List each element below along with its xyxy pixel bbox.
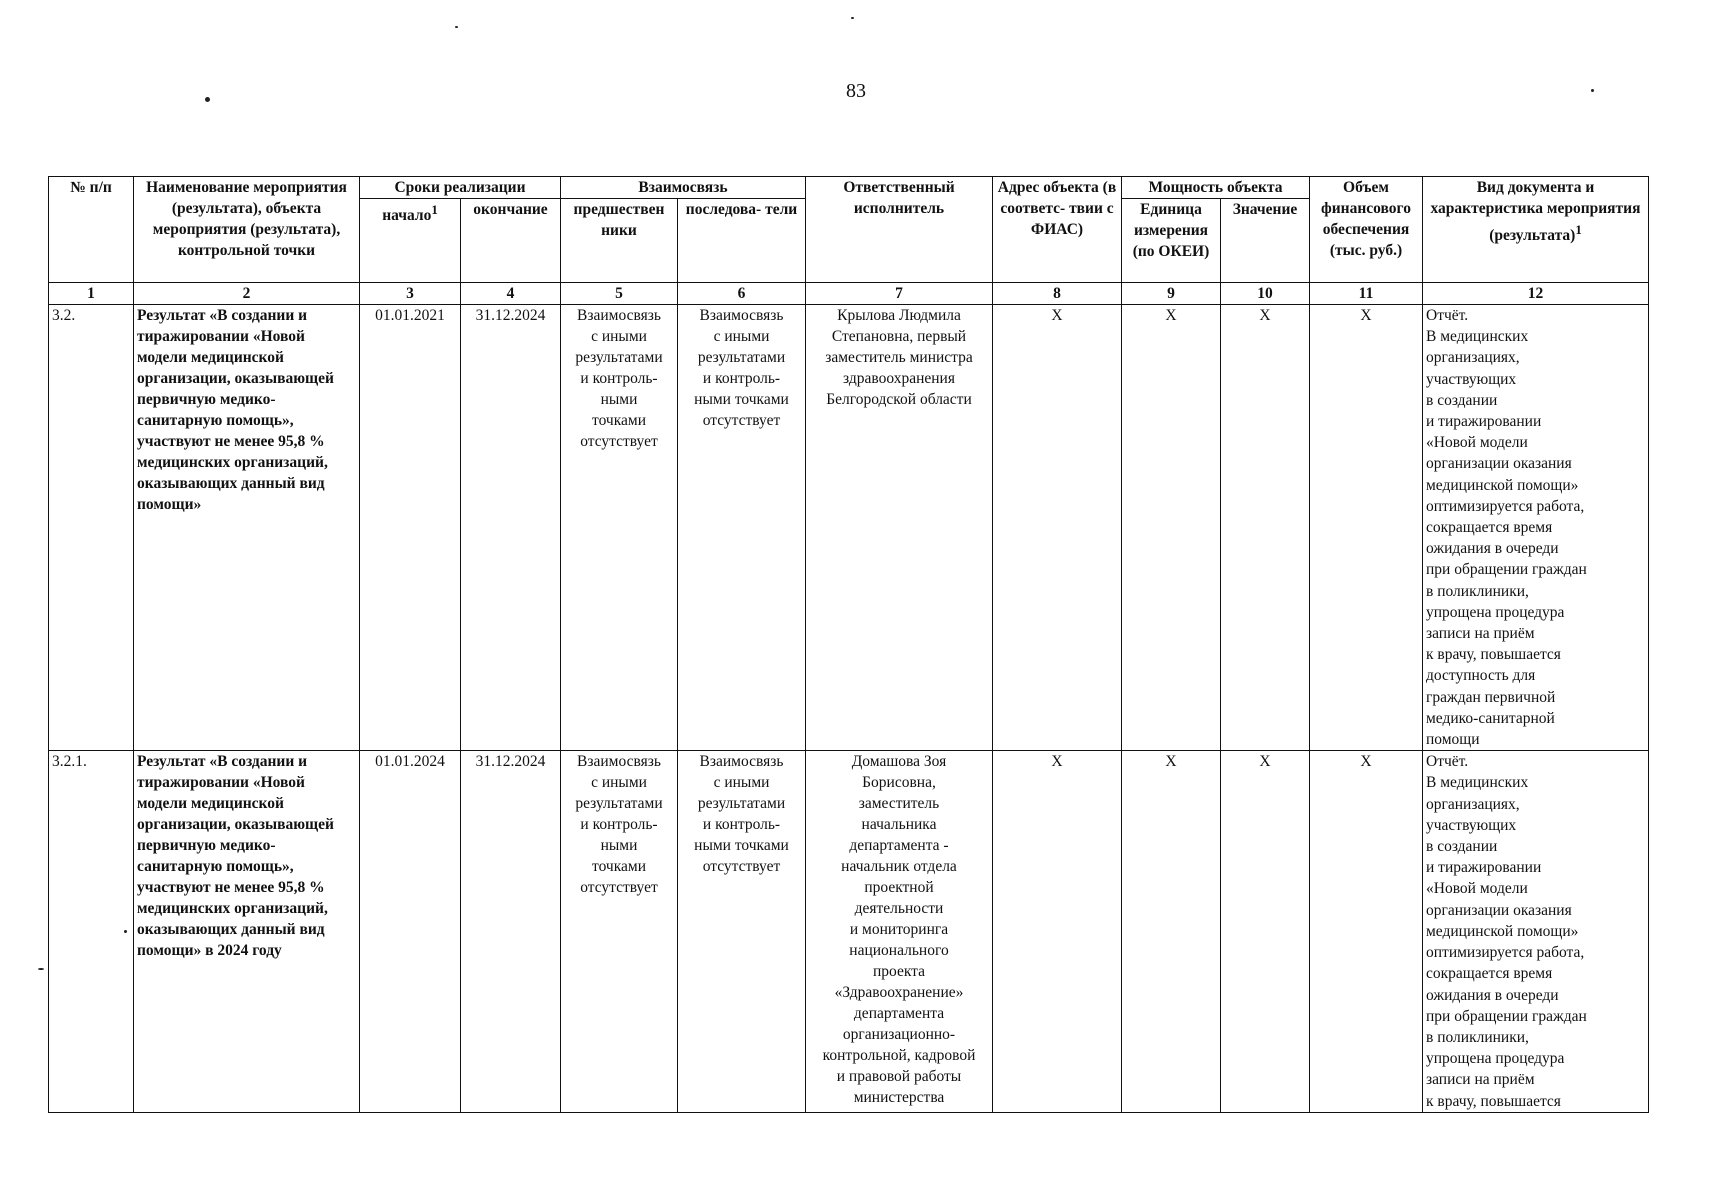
table-row	[49, 751, 1649, 1112]
row-unit: Х	[1122, 305, 1221, 751]
row-start: 01.01.2024	[360, 751, 461, 1112]
header-responsible: Ответственный исполнитель	[806, 177, 993, 283]
scan-speck	[1591, 89, 1594, 92]
row-doc: Отчёт. В медицинских организациях, участвующих в создании и тиражировании «Новой модели организации оказания медицинской помощи» оптимизируется работа, сокращается время ожидания в очереди при обращении граждан в поликлиники, упрощена процедура записи на приём к врачу, повышается	[1423, 751, 1649, 1112]
footnote-mark: 1	[431, 202, 438, 217]
row-predecessors: Взаимосвязь с иными результатами и контроль- ными точками отсутствует	[561, 751, 678, 1112]
column-number: 7	[806, 283, 993, 305]
header-financing: Объем финансового обеспечения (тыс. руб.)	[1310, 177, 1423, 283]
column-number: 4	[461, 283, 561, 305]
row-name: Результат «В создании и тиражировании «Новой модели медицинской организации, оказывающей первичную медико-санитарную помощь», участвуют не менее 95,8 % медицинских организаций, оказывающих данный вид помощи»	[134, 305, 360, 751]
column-number-row	[49, 283, 1649, 305]
header-relation: Взаимосвязь	[561, 177, 806, 199]
plan-table	[48, 176, 1649, 1113]
header-predecessors: предшествен ники	[561, 199, 678, 283]
row-successors: Взаимосвязь с иными результатами и контроль- ными точками отсутствует	[678, 305, 806, 751]
column-number: 1	[49, 283, 134, 305]
header-start-text: начало	[382, 207, 432, 225]
footnote-mark: 1	[1575, 222, 1582, 237]
row-name: Результат «В создании и тиражировании «Новой модели медицинской организации, оказывающей первичную медико-санитарную помощь», участвуют не менее 95,8 % медицинских организаций, оказывающих данный вид помощи» в 2024 году	[134, 751, 360, 1112]
column-number: 3	[360, 283, 461, 305]
row-doc: Отчёт. В медицинских организациях, участвующих в создании и тиражировании «Новой модели организации оказания медицинской помощи» оптимизируется работа, сокращается время ожидания в очереди при обращении граждан в поликлиники, упрощена процедура записи на приём к врачу, повышается доступность для граждан первичной медико-санитарной помощи	[1423, 305, 1649, 751]
row-value: Х	[1221, 305, 1310, 751]
row-responsible: Крылова Людмила Степановна, первый заместитель министра здравоохранения Белгородской области	[806, 305, 993, 751]
header-doc-type	[1423, 177, 1649, 283]
table-row	[49, 305, 1649, 751]
row-address: Х	[993, 305, 1122, 751]
header-value: Значение	[1221, 199, 1310, 283]
row-successors: Взаимосвязь с иными результатами и контроль- ными точками отсутствует	[678, 751, 806, 1112]
row-value: Х	[1221, 751, 1310, 1112]
scan-speck	[851, 17, 854, 19]
header-address: Адрес объекта (в соответс- твии с ФИАС)	[993, 177, 1122, 283]
header-unit: Единица измерения (по ОКЕИ)	[1122, 199, 1221, 283]
row-unit: Х	[1122, 751, 1221, 1112]
header-row-top	[49, 177, 1649, 199]
row-financing: Х	[1310, 751, 1423, 1112]
row-num: 3.2.1.	[49, 751, 134, 1112]
row-address: Х	[993, 751, 1122, 1112]
row-start: 01.01.2021	[360, 305, 461, 751]
column-number: 8	[993, 283, 1122, 305]
column-number: 9	[1122, 283, 1221, 305]
column-number: 2	[134, 283, 360, 305]
header-terms: Сроки реализации	[360, 177, 561, 199]
scan-speck	[205, 97, 210, 102]
row-end: 31.12.2024	[461, 751, 561, 1112]
scan-speck	[455, 26, 458, 28]
header-end: окончание	[461, 199, 561, 283]
scan-speck	[38, 968, 44, 970]
header-num: № п/п	[49, 177, 134, 283]
page-number: 83	[846, 80, 866, 102]
column-number: 11	[1310, 283, 1423, 305]
row-responsible: Домашова Зоя Борисовна, заместитель начальника департамента - начальник отдела проектной деятельности и мониторинга национального проекта «Здравоохранение» департамента организационно- контрольной, кадровой и правовой работы министерства	[806, 751, 993, 1112]
column-number: 10	[1221, 283, 1310, 305]
row-financing: Х	[1310, 305, 1423, 751]
header-start	[360, 199, 461, 283]
header-name: Наименование мероприятия (результата), объекта мероприятия (результата), контрольной точки	[134, 177, 360, 283]
column-number: 6	[678, 283, 806, 305]
column-number: 12	[1423, 283, 1649, 305]
row-predecessors: Взаимосвязь с иными результатами и контроль- ными точками отсутствует	[561, 305, 678, 751]
header-capacity: Мощность объекта	[1122, 177, 1310, 199]
row-end: 31.12.2024	[461, 305, 561, 751]
column-number: 5	[561, 283, 678, 305]
row-num: 3.2.	[49, 305, 134, 751]
header-successors: последова- тели	[678, 199, 806, 283]
header-doc-type-text: Вид документа и характеристика мероприятия (результата)	[1430, 179, 1641, 245]
